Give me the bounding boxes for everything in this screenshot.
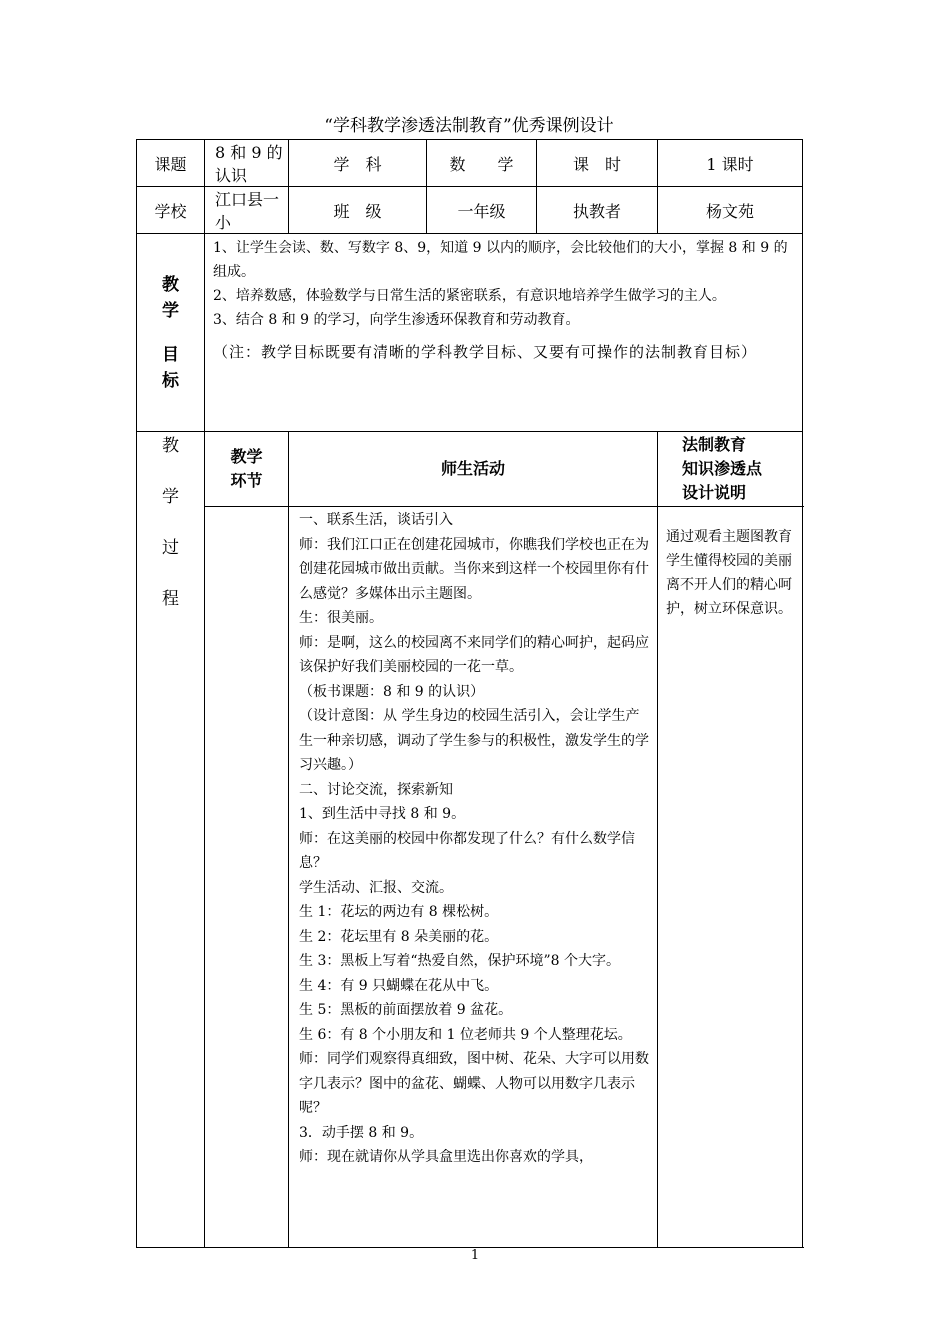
label-teacher: 执教者: [537, 187, 658, 234]
activity-line: 师：我们江口正在创建花园城市，你瞧我们学校也正在为创建花园城市做出贡献。当你来到这样一个校园里你有什么感觉？多媒体出示主题图。: [299, 536, 649, 602]
goals-label-char: 目: [162, 344, 179, 365]
goal-item: 3、结合 8 和 9 的学习，向学生渗透环保教育和劳动教育。: [213, 312, 580, 328]
header-row-1: [137, 140, 803, 187]
goal-item: 2、培养数感，体验数学与日常生活的紧密联系，有意识地培养学生做学习的主人。: [213, 288, 726, 304]
goal-item: 1、让学生会读、数、写数字 8、9，知道 9 以内的顺序，会比较他们的大小，掌握 8 和 9 的组成。: [213, 240, 788, 280]
label-hours: 课 时: [537, 140, 658, 187]
activity-line: 师：在这美丽的校园中你都发现了什么？有什么数学信息？: [299, 830, 635, 871]
value-hours: 1 课时: [658, 140, 803, 187]
law-header-line: 设计说明: [682, 483, 747, 502]
stage-header-line: 教学: [230, 447, 263, 466]
value-class: 一年级: [427, 187, 537, 234]
activity-line: 一、联系生活，谈话引入: [299, 512, 453, 528]
value-subject: 数 学: [427, 140, 537, 187]
column-header-stage: [205, 432, 289, 507]
law-header-line: 法制教育: [682, 435, 747, 454]
goals-row: [137, 234, 803, 432]
label-class: 班 级: [289, 187, 427, 234]
stage-header-line: 环节: [230, 471, 263, 490]
value-teacher: 杨文苑: [658, 187, 803, 234]
activity-line: 生 4：有 9 只蝴蝶在花从中飞。: [299, 977, 499, 994]
activity-line: 学生活动、汇报、交流。: [299, 879, 453, 896]
activity-line: 生：很美丽。: [299, 610, 383, 626]
page-number: 1: [470, 1248, 480, 1263]
activity-line: 生 5：黑板的前面摆放着 9 盆花。: [299, 1002, 513, 1018]
value-topic: 8 和 9 的认识: [205, 140, 289, 187]
label-topic: 课题: [137, 140, 205, 187]
goals-label-char: 标: [162, 370, 179, 391]
header-row-2: [137, 187, 803, 234]
activity-cell: [289, 507, 658, 1248]
activity-line: 生 3：黑板上写着“热爱自然，保护环境”8 个大字。: [299, 953, 621, 969]
activity-line: 二、讨论交流，探索新知: [299, 781, 453, 798]
stage-cell: [205, 507, 289, 1248]
design-note-cell: 通过观看主题图教育学生懂得校园的美丽离不开人们的精心呵护，树立环保意识。: [658, 507, 803, 1248]
goals-label: [137, 234, 205, 432]
label-school: 学校: [137, 187, 205, 234]
goals-label-char: 教: [162, 274, 179, 295]
process-label: [137, 432, 205, 1248]
process-header-row: [137, 432, 803, 507]
goals-content: [205, 234, 803, 432]
process-label-char: 学: [162, 487, 179, 507]
activity-line: （板书课题：8 和 9 的认识）: [299, 683, 485, 700]
activity-line: 3．动手摆 8 和 9。: [299, 1124, 424, 1141]
activity-line: 师：同学们观察得真细致，图中树、花朵、大字可以用数字几表示？图中的盆花、蝴蝶、人物可以用数字几表示呢？: [299, 1051, 649, 1116]
label-subject: 学 科: [289, 140, 427, 187]
process-label-char: 过: [162, 538, 179, 558]
column-header-activity: 师生活动: [289, 432, 658, 507]
document-title: “学科教学渗透法制教育”优秀课例设计: [324, 116, 614, 136]
activity-line: （设计意图：从 学生身边的校园生活引入，会让学生产生一种亲切感，调动了学生参与的积极性，激发学生的学习兴趣。）: [299, 708, 649, 773]
column-header-law: [658, 432, 803, 507]
activity-line: 师：现在就请你从学具盒里选出你喜欢的学具，: [299, 1149, 593, 1165]
value-school: 江口县一小: [205, 187, 289, 234]
activity-line: 生 2：花坛里有 8 朵美丽的花。: [299, 928, 499, 945]
process-label-char: 程: [162, 589, 179, 609]
activity-line: 师：是啊，这么的校园离不来同学们的精心呵护，起码应该保护好我们美丽校园的一花一草。: [299, 634, 649, 675]
process-content-row: [137, 507, 803, 1248]
activity-line: 1、到生活中寻找 8 和 9。: [299, 806, 466, 822]
activity-line: 生 6：有 8 个小朋友和 1 位老师共 9 个人整理花坛。: [299, 1026, 632, 1043]
lesson-plan-table: [136, 139, 803, 1248]
activity-line: 生 1：花坛的两边有 8 棵松树。: [299, 904, 499, 920]
law-header-line: 知识渗透点: [682, 459, 763, 478]
goals-label-char: 学: [162, 300, 179, 321]
goals-note: （注：教学目标既要有清晰的学科教学目标、又要有可操作的法制教育目标）: [213, 343, 758, 361]
process-label-char: 教: [162, 436, 179, 456]
